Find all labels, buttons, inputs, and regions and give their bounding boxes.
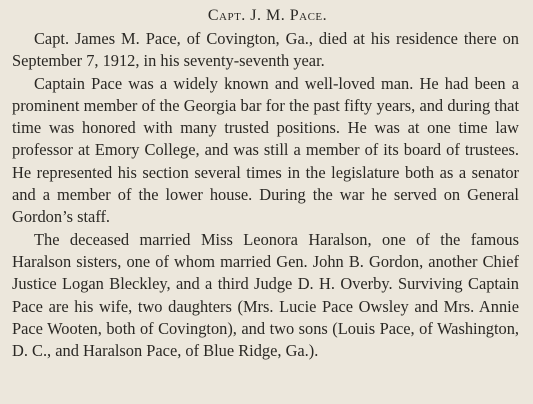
article-paragraph-2: Captain Pace was a widely known and well-loved man. He had been a prominent member of the Georgia bar for the past fifty years, and during that time was honored with many trusted positions. He was at one time law professor at Emory College, and was still a member of its board of trustees. He represented his section several times in the legislature both as a senator and a member of the lower house. During the war he served on General Gordon’s staff. xyxy=(12,73,519,227)
article-paragraph-1: Capt. James M. Pace, of Covington, Ga., died at his residence there on September 7, 1912, in his seventy-seventh year. xyxy=(12,29,519,71)
article-paragraph-3: The deceased married Miss Leonora Haralson, one of the famous Haralson sisters, one of whom married Gen. John B. Gordon, another Chief Justice Logan Bleckley, and a third Judge D. H. Overby. Surviving Captain Pace are his wife, two daughters (Mrs. Lucie Pace Owsley and Mrs. Annie Pace Wooten, both of Covington), and two sons (Louis Pace, of Washington, D. C., and Haralson Pace, of Blue Ridge, Ga.). xyxy=(12,229,519,361)
article-title: Capt. J. M. Pace. xyxy=(207,7,328,24)
